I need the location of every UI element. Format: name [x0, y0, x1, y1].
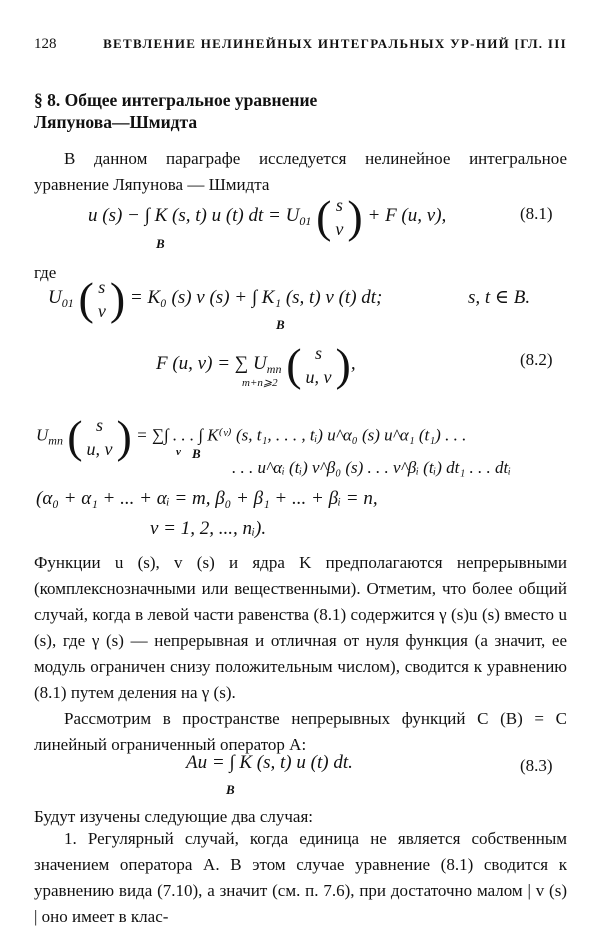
- u01-condition: s, t ∈ B.: [468, 287, 531, 308]
- u01-sub: 01: [61, 295, 74, 310]
- umn-int-domain: B: [192, 446, 201, 461]
- eq81-rhs: + F (u, v),: [367, 204, 447, 226]
- equation-u01: [48, 272, 382, 325]
- eq83-domain: B: [226, 782, 235, 797]
- paragraph-space: Рассмотрим в пространстве непрерывных функций C (B) = C линейный ограниченный оператор A:: [34, 709, 567, 754]
- eq82-number: (8.2): [520, 350, 553, 369]
- equation-8-3: Au = ∫ K (s, t) u (t) dt.: [186, 752, 353, 773]
- eq82-tail: ,: [350, 352, 356, 374]
- constraints-line1: (α₀ + α₁ + ... + αᵢ = m, β₀ + β₁ + ... + βᵢ = n,: [36, 488, 378, 509]
- eq82-mat-bot: u, v: [305, 366, 332, 387]
- u01-rhs: = K₀ (s) v (s) + ∫ K₁ (s, t) v (t) dt;: [129, 286, 383, 308]
- eq81-sub: 01: [299, 213, 312, 228]
- umn-line2: . . . u^αᵢ (tᵢ) v^β₀ (s) . . . v^βᵢ (tᵢ) dt₁ . . . dtᵢ: [232, 458, 511, 477]
- page-number: 128: [34, 36, 57, 52]
- umn-sum-index: ν: [176, 446, 181, 458]
- umn-mat-top: s: [96, 414, 104, 435]
- umn-mat-bot: u, v: [86, 438, 113, 459]
- section-title-line2: Ляпунова—Шмидта: [34, 112, 198, 132]
- eq82-matrix: ( s u, v): [286, 339, 351, 390]
- section-title-line1: § 8. Общее интегральное уравнение: [34, 90, 318, 110]
- u01-matrix: ( s v): [78, 273, 126, 324]
- paragraph-functions: Функции u (s), v (s) и ядра K предполагаются непрерывными (комплекснозначными или вещественными). Отметим, что более общий случай, когда в левой части равенства (8.1) содержится γ (s)u (s) вместо u (s), где γ (s) — непрерывная и отличная от нуля функция (а значит, ее модуль ограничен снизу положительным числом), сводится к уравнению (8.1) путем деления на γ (s).: [34, 553, 567, 702]
- eq81-domain: B: [156, 236, 165, 251]
- umn-sub: mn: [48, 433, 63, 448]
- eq82-lhs: F (u, v) = ∑ U: [156, 352, 267, 374]
- eq81-mat-top: s: [335, 194, 343, 215]
- equation-umn: [36, 410, 466, 463]
- eq81-number: (8.1): [520, 204, 553, 223]
- running-title: ВЕТВЛЕНИЕ НЕЛИНЕЙНЫХ ИНТЕГРАЛЬНЫХ УР-НИЙ [ГЛ. III: [103, 36, 567, 51]
- umn-line1: = ∑∫ . . . ∫ K⁽ᵛ⁾ (s, t₁, . . . , tᵢ) u^α₀ (s) u^α₁ (t₁) . . .: [136, 425, 467, 445]
- u01-lhs: U: [48, 286, 62, 308]
- eq82-mat-top: s: [315, 342, 323, 363]
- u01-mat-top: s: [98, 276, 106, 297]
- where-label: где: [34, 263, 57, 282]
- equation-8-1: [88, 190, 446, 243]
- umn-matrix: ( s u, v): [67, 411, 132, 462]
- umn-lhs: U: [36, 425, 49, 445]
- intro-paragraph: В данном параграфе исследуется нелинейное интегральное уравнение Ляпунова — Шмидта: [34, 149, 567, 194]
- constraints-line2: ν = 1, 2, ..., nᵢ).: [150, 518, 267, 539]
- eq81-matrix: ( s v): [316, 191, 363, 242]
- u01-mat-bot: v: [97, 300, 106, 321]
- eq82-sum-range: m+n⩾2: [242, 377, 278, 389]
- eq82-sub: mn: [266, 361, 282, 376]
- eq83-number: (8.3): [520, 756, 553, 775]
- u01-domain: B: [276, 317, 285, 332]
- cases-intro: Будут изучены следующие два случая:: [34, 807, 314, 826]
- eq81-lhs: u (s) − ∫ K (s, t) u (t) dt = U: [88, 204, 300, 226]
- eq81-mat-bot: v: [335, 218, 344, 239]
- case-1-paragraph: 1. Регулярный случай, когда единица не является собственным значением оператора A. В этом случае уравнение (8.1) сводится к уравнению вида (7.10), а значит (см. п. 7.6), при достаточно малом | v (s) | оно имеет в клас-: [34, 829, 567, 926]
